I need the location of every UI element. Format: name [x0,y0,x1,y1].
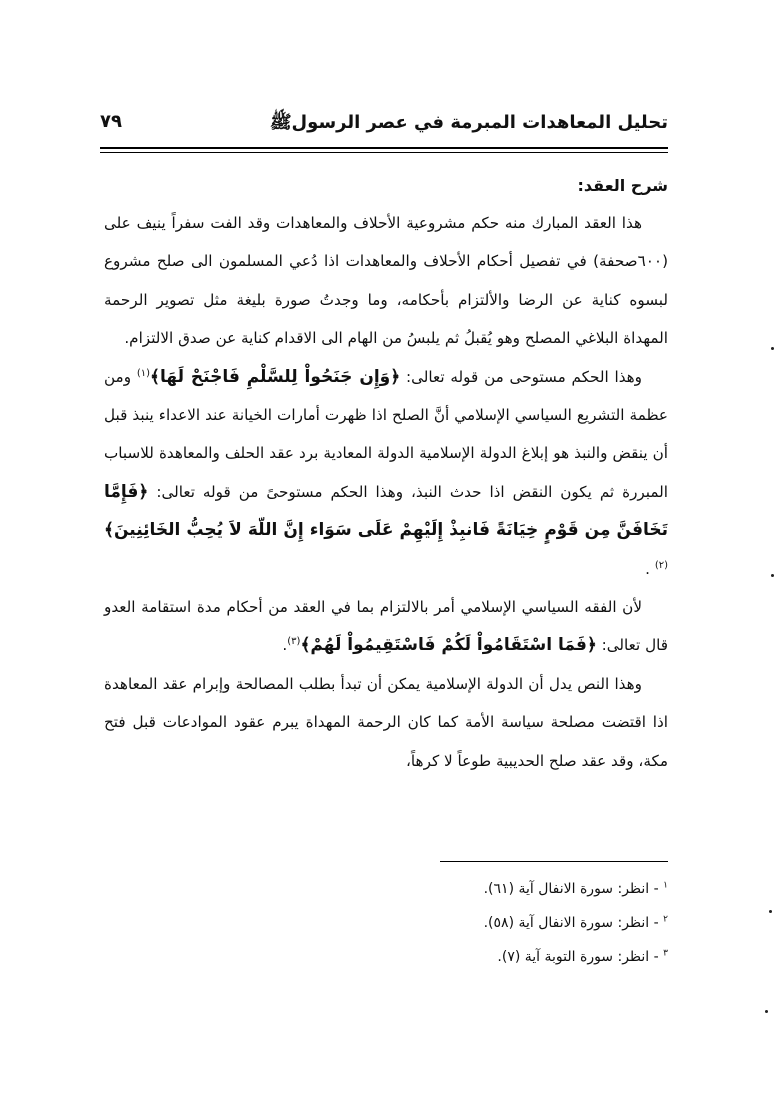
scan-speck [771,347,774,350]
scan-speck [771,574,774,577]
main-text [104,168,668,780]
quran-verse: ﴿وَإِن جَنَحُواْ لِلسَّلْمِ فَاجْنَحْ لَهَا﴾ [150,366,401,387]
paragraph [104,588,668,665]
scan-speck [765,1010,768,1013]
footnote [330,872,668,906]
quran-verse: ﴿فَمَا اسْتَقَامُواْ لَكُمْ فَاسْتَقِيمُواْ لَهُمْ﴾ [300,635,597,656]
footnote-ref: (٣) [287,636,301,648]
footnote-text: - انظر: سورة التوبة آية (٧). [497,949,664,965]
paragraph-text: ومن عظمة التشريع السياسي الإسلامي أنَّ الصلح اذا ظهرت أمارات الخيانة عند الاعداء ينبذ قبل أن ينقض والنبذ هو إبلاغ الدولة الإسلامية الدولة المعادية برد عقد الحلف والمعاهدة للاسباب المبررة ثم يكون النقض اذا حدث النبذ، وهذا الحكم مستوحىً من قوله تعالى: [104,367,668,501]
footnote-text: - انظر: سورة الانفال آية (٥٨). [483,915,664,931]
quran-verse: ﴿فَإِمَّا تَخَافَنَّ مِن قَوْمٍ خِيَانَةً فَانبِذْ إِلَيْهِمْ عَلَى سَوَاء إِنَّ اللّهَ لاَ يُحِبُّ الخَائِنِينَ﴾ [104,481,668,541]
footnote-ref: (٢) [654,559,668,571]
running-title: تحليل المعاهدات المبرمة في عصر الرسولﷺ [269,112,668,133]
footnote [330,940,668,974]
footnote [330,906,668,940]
footnote-text: - انظر: سورة الانفال آية (٦١). [483,881,664,897]
footnotes [330,872,668,974]
page-header [100,103,668,147]
paragraph-text: . [645,559,655,578]
paragraph-text: وهذا النص يدل أن الدولة الإسلامية يمكن أن تبدأ بطلب المصالحة وإبرام عقد المعاهدة اذا اقتضت مصلحة سياسة الأمة كما كان الرحمة المهداة يبرم عقود الموادعات قبل فتح مكة، وقد عقد صلح الحديبية طوعاً لا كرهاً، [104,674,668,770]
page-number: ٧٩ [100,111,122,132]
footnote-ref: (١) [136,367,151,379]
footnote-number: ٢ [663,914,668,925]
footnote-number: ٣ [663,948,668,959]
paragraph-text: لأن الفقه السياسي الإسلامي أمر بالالتزام بما في العقد من أحكام مدة استقامة العدو قال تعالى: [104,598,668,655]
paragraph [104,358,668,588]
header-rule-thin [100,152,668,153]
paragraph [104,204,668,358]
scan-speck [769,910,772,913]
section-heading: شرح العقد: [577,176,668,195]
header-rule-thick [100,147,668,149]
paragraph [104,665,668,780]
footnote-divider [440,861,668,862]
paragraph-text: وهذا الحكم مستوحى من قوله تعالى: [400,367,643,386]
paragraph-text: . [282,636,288,655]
footnote-number: ١ [663,880,668,891]
paragraph-text: هذا العقد المبارك منه حكم مشروعية الأحلاف والمعاهدات وقد الفت سفراً ينيف على (٦٠٠صحفة) في تفصيل أحكام الأحلاف والمعاهدات اذا دُعي المسلمون الى صلح مشروع لبسوه كناية عن الرضا والألتزام بأحكامه، وما وجدتُ صورة بليغة مثل تصوير الرحمة المهداة البلاغي المصلح وهو يُقبلُ ثم يلبسُ من الهام الى الاقدام كناية عن صدق الالتزام. [104,214,668,348]
